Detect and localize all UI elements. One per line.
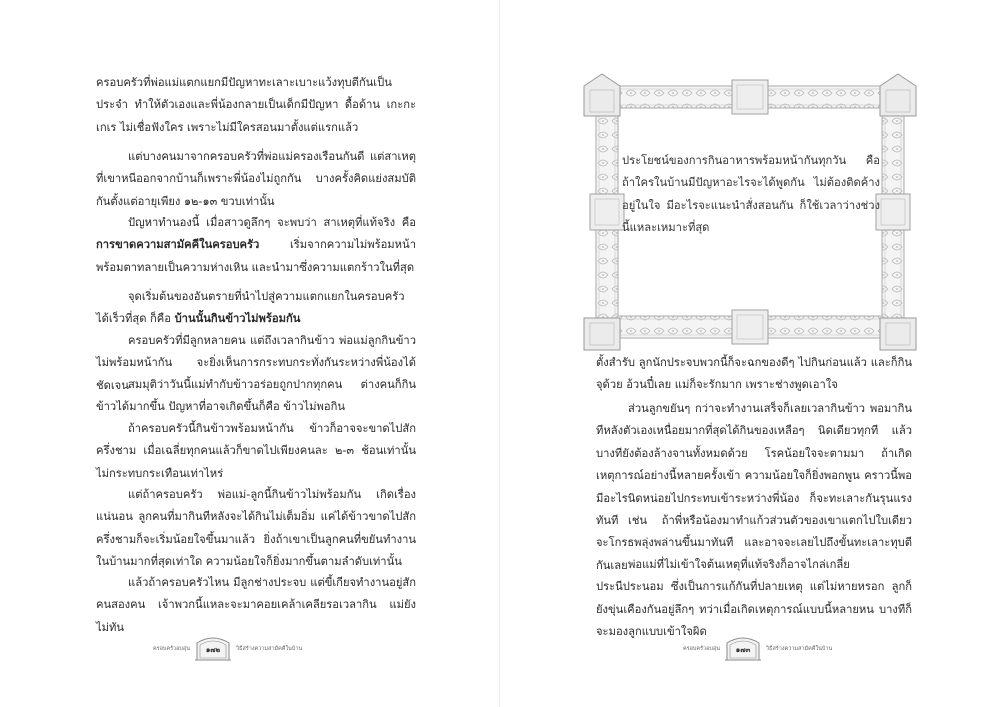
- left-paragraph-9: แล้วถ้าครอบครัวไหน มีลูกช่างประจบ แต่ขี้เกียจทำงานอยู่สักคนสองคน เจ้าพวกนี้แหละจะมาคอยเคล้าเคลียรอเวลากิน แม่ยังไม่ทัน: [96, 576, 416, 634]
- right-paragraph-3: เช่น ถ้าพี่หรือน้องมาทำแก้วส่วนตัวของเขาแตกไปใบเดียว จะโกรธพลุ่งพล่านขึ้นมาทันที และอาจจะเลยไปถึงขั้นทะเลาะทุบตีกันเลย: [596, 514, 912, 572]
- left-paragraph-8: แต่ถ้าครอบครัว พ่อแม่-ลูกนี้กินข้าวไม่พร้อมกัน เกิดเรื่องแน่นอน ลูกคนที่มากินทีหลังจะได้กินไม่เต็มอิ่ม แค่ได้ข้าวขาดไปสักครึ่งชามก็จะเริ่มน้อยใจขึ้นมาแล้ว ยิ่งถ้าเขาเป็นลูกคนที่ขยันทำงานในบ้านมากที่สุดเท่าใด ความน้อยใจก็ยิ่งมากขึ้นตามลำดับเท่านั้น: [96, 488, 416, 569]
- left-paragraph-4-bold: บ้านนั้นกินข้าวไม่พร้อมกัน: [174, 312, 301, 326]
- page-number: ๑๗๓: [735, 646, 751, 654]
- page-number-badge: [194, 634, 232, 662]
- page-number-badge: [724, 634, 762, 662]
- left-paragraph-3: [96, 212, 416, 279]
- footer-chapter-title: วิธีสร้างความสามัคคีในบ้าน: [766, 646, 833, 652]
- left-paragraph-5: ครอบครัวที่มีลูกหลายคน แต่ถึงเวลากินข้าว พ่อแม่ลูกกินข้าวไม่พร้อมหน้ากัน จะยิ่งเห็นการกระทบกระทั่งกันระหว่างพี่น้องได้ชัดเจน: [96, 334, 416, 392]
- left-paragraph-7: ถ้าครอบครัวนี้กินข้าวพร้อมหน้ากัน ข้าวก็อาจจะขาดไปสักครึ่งชาม เมื่อเฉลี่ยทุกคนแล้วก็ขาดไปเพียงคนละ ๒-๓ ช้อนเท่านั้น ไม่กระทบกระเทือนเท่าไหร่: [96, 422, 416, 480]
- left-paragraph-6: สมมุติว่าวันนี้แม่ทำกับข้าวอร่อยถูกปากทุกคน ต่างคนก็กินข้าวได้มากขึ้น ปัญหาที่อาจเกิดขึ้นก็คือ ข้าวไม่พอกิน: [96, 378, 416, 414]
- right-page: [500, 0, 1000, 707]
- footer-chapter-title: วิธีสร้างความสามัคคีในบ้าน: [236, 646, 303, 652]
- page-number: ๑๗๒: [205, 646, 221, 654]
- right-page-footer: [650, 634, 910, 664]
- right-paragraph-2: ส่วนลูกขยันๆ กว่าจะทำงานเสร็จก็เลยเวลากินข้าว พอมากินทีหลังตัวเองเหนื่อยมากที่สุดได้กินของเหลือๆ นิดเดียวทุกที แล้วบางทียังต้องล้างจานทั้งหมดด้วย โรคน้อยใจจะตามมา ถ้าเกิดเหตุการณ์อย่างนี้หลายครั้งเข้า ความน้อยใจก็ยิ่งพอกพูน คราวนี้พอมีอะไรนิดหน่อยไปกระทบเข้าระหว่างพี่น้อง ก็จะทะเลาะกันรุนแรงทันที: [596, 402, 912, 528]
- left-paragraph-4: [96, 286, 416, 331]
- left-paragraph-2: แต่บางคนมาจากครอบครัวที่พ่อแม่ครองเรือนกันดี แต่สาเหตุที่เขาหนีออกจากบ้านก็เพราะพี่น้องไม่ถูกกัน บางครั้งคิดแย่งสมบัติกันตั้งแต่อายุเพียง ๑๒-๑๓ ขวบเท่านั้น: [96, 150, 416, 208]
- footer-book-title: ครอบครัวอบอุ่น: [682, 646, 720, 652]
- footer-book-title: ครอบครัวอบอุ่น: [152, 646, 190, 652]
- left-paragraph-3-bold: การขาดความสามัคคีในครอบครัว: [96, 238, 260, 252]
- left-paragraph-3-text-a: ปัญหาทำนองนี้ เมื่อสาวดูลึกๆ จะพบว่า สาเหตุที่แท้จริง คือ: [128, 216, 416, 229]
- right-paragraph-4: พ่อแม่ที่ไม่เข้าใจต้นเหตุที่แท้จริงก็อาจไกล่เกลี่ยประนีประนอม ซึ่งเป็นการแก้กันที่ปลายเหตุ แต่ไม่หายหรอก ลูกก็ยังขุ่นเคืองกันอยู่ลึกๆ ทว่าเมื่อเกิดเหตุการณ์แบบนี้หลายหน บางทีก็จะมองลูกแบบเข้าใจผิด: [596, 558, 912, 639]
- right-paragraph-1: ตั้งสำรับ ลูกนักประจบพวกนี้ก็จะฉกของดีๆ ไปกินก่อนแล้ว และก็กินจุด้วย อ้วนปี๋เลย แม่ก็จะรักมาก เพราะช่างพูดเอาใจ: [596, 356, 912, 392]
- left-paragraph-1: ครอบครัวที่พ่อแม่แตกแยกมีปัญหาทะเลาะเบาะแว้งทุบตีกันเป็นประจำ ทำให้ตัวเองและพี่น้องกลายเป็นเด็กมีปัญหา ดื้อด้าน เกะกะเกเร ไม่เชื่อฟังใคร เพราะไม่มีใครสอนมาตั้งแต่แรกแล้ว: [96, 76, 416, 134]
- left-paragraph-3-text-b: เริ่มจากความไม่พร้อมหน้าพร้อมตาทลายเป็นความห่างเหิน และนำมาซึ่งความแตกร้าวในที่สุด: [96, 238, 416, 274]
- quote-text: ประโยชน์ของการกินอาหารพร้อมหน้ากันทุกวัน คือ ถ้าใครในบ้านมีปัญหาอะไรจะได้พูดกัน ไม่ต้องติดค้างอยู่ในใจ มีอะไรจะแนะนำสั่งสอนกัน ก็ใช้เวลาว่างช่วงนี้แหละเหมาะที่สุด: [622, 154, 880, 235]
- left-page-footer: [120, 634, 380, 664]
- left-paragraph-4-text-a: จุดเริ่มต้นของอันตรายที่นำไปสู่ความแตกแยกในครอบครัวได้เร็วที่สุด ก็คือ: [96, 290, 405, 326]
